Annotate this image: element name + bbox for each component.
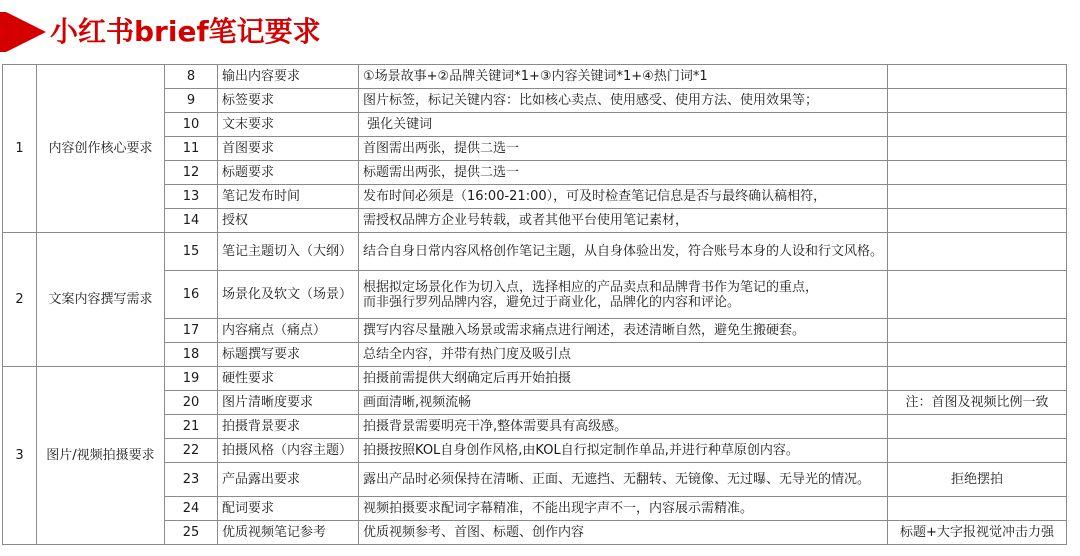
row-item: 产品露出要求 (218, 463, 359, 497)
row-index: 20 (165, 391, 218, 415)
row-description: 图片标签，标记关键内容：比如核心卖点、使用感受、使用方法、使用效果等； (359, 89, 888, 113)
row-index: 9 (165, 89, 218, 113)
group-category: 图片/视频拍摄要求 (37, 367, 165, 545)
row-description: 结合自身日常内容风格创作笔记主题，从自身体验出发，符合账号本身的人设和行文风格。 (359, 233, 888, 271)
row-index: 18 (165, 343, 218, 367)
row-item: 内容痛点（痛点） (218, 319, 359, 343)
row-description: 拍摄背景需要明亮干净,整体需要具有高级感。 (359, 415, 888, 439)
row-description-line: 根据拟定场景化作为切入点，选择相应的产品卖点和品牌背书作为笔记的重点， (363, 279, 819, 295)
row-item: 拍摄风格（内容主题） (218, 439, 359, 463)
row-note (888, 161, 1067, 185)
row-index: 11 (165, 137, 218, 161)
row-item: 标题撰写要求 (218, 343, 359, 367)
row-description: 拍摄前需提供大纲确定后再开始拍摄 (359, 367, 888, 391)
row-description: 首图需出两张，提供二选一 (359, 137, 888, 161)
row-description: 露出产品时必须保持在清晰、正面、无遮挡、无翻转、无镜像、无过曝、无导光的情况。 (359, 463, 888, 497)
row-description: 拍摄按照KOL自身创作风格,由KOL自行拟定制作单品,并进行种草原创内容。 (359, 439, 888, 463)
row-description: ①场景故事+②品牌关键词*1+③内容关键词*1+④热门词*1 (359, 65, 888, 89)
page-title: 小红书brief笔记要求 (50, 15, 321, 48)
row-description: 撰写内容尽量融入场景或需求痛点进行阐述，表述清晰自然，避免生搬硬套。 (359, 319, 888, 343)
row-note: 注：首图及视频比例一致 (888, 391, 1067, 415)
row-note (888, 185, 1067, 209)
row-index: 22 (165, 439, 218, 463)
row-item: 授权 (218, 209, 359, 233)
row-description: 强化关键词 (359, 113, 888, 137)
row-index: 19 (165, 367, 218, 391)
row-note (888, 367, 1067, 391)
group-category: 内容创作核心要求 (37, 65, 165, 233)
row-index: 16 (165, 271, 218, 319)
row-note: 拒绝摆拍 (888, 463, 1067, 497)
row-index: 25 (165, 521, 218, 545)
row-note (888, 343, 1067, 367)
row-description: 发布时间必须是（16:00-21:00），可及时检查笔记信息是否与最终确认稿相符， (359, 185, 888, 209)
row-item: 拍摄背景要求 (218, 415, 359, 439)
row-note (888, 113, 1067, 137)
row-description: 画面清晰,视频流畅 (359, 391, 888, 415)
row-item: 笔记主题切入（大纲） (218, 233, 359, 271)
table-row (3, 65, 1067, 89)
row-index: 14 (165, 209, 218, 233)
row-index: 10 (165, 113, 218, 137)
row-description-line: 而非强行罗列品牌内容，避免过于商业化，品牌化的内容和评论。 (363, 294, 741, 310)
row-item: 优质视频笔记参考 (218, 521, 359, 545)
row-note (888, 209, 1067, 233)
row-description (359, 271, 888, 319)
row-index: 24 (165, 497, 218, 521)
row-description: 视频拍摄要求配词字幕精准，不能出现字声不一，内容展示需精准。 (359, 497, 888, 521)
row-item: 文末要求 (218, 113, 359, 137)
group-category: 文案内容撰写需求 (37, 233, 165, 367)
row-note (888, 497, 1067, 521)
row-note (888, 319, 1067, 343)
row-description: 总结全内容，并带有热门度及吸引点 (359, 343, 888, 367)
row-item: 笔记发布时间 (218, 185, 359, 209)
row-item: 输出内容要求 (218, 65, 359, 89)
group-number: 2 (3, 233, 37, 367)
group-number: 3 (3, 367, 37, 545)
row-index: 12 (165, 161, 218, 185)
group-number: 1 (3, 65, 37, 233)
row-note (888, 415, 1067, 439)
row-index: 21 (165, 415, 218, 439)
row-item: 图片清晰度要求 (218, 391, 359, 415)
brief-requirements-table (2, 64, 1067, 545)
table-row (3, 367, 1067, 391)
row-item: 标签要求 (218, 89, 359, 113)
row-note (888, 439, 1067, 463)
row-note (888, 65, 1067, 89)
row-index: 8 (165, 65, 218, 89)
row-note (888, 89, 1067, 113)
row-description: 优质视频参考、首图、标题、创作内容 (359, 521, 888, 545)
row-note (888, 233, 1067, 271)
arrow-right-icon (0, 12, 46, 52)
row-item: 配词要求 (218, 497, 359, 521)
row-index: 23 (165, 463, 218, 497)
row-note: 标题+大字报视觉冲击力强 (888, 521, 1067, 545)
page-header (0, 8, 321, 56)
row-index: 15 (165, 233, 218, 271)
row-item: 标题要求 (218, 161, 359, 185)
row-item: 场景化及软文（场景） (218, 271, 359, 319)
row-description: 需授权品牌方企业号转载，或者其他平台使用笔记素材， (359, 209, 888, 233)
row-index: 13 (165, 185, 218, 209)
row-index: 17 (165, 319, 218, 343)
row-note (888, 271, 1067, 319)
row-item: 硬性要求 (218, 367, 359, 391)
table-row (3, 233, 1067, 271)
row-note (888, 137, 1067, 161)
row-description: 标题需出两张，提供二选一 (359, 161, 888, 185)
row-item: 首图要求 (218, 137, 359, 161)
